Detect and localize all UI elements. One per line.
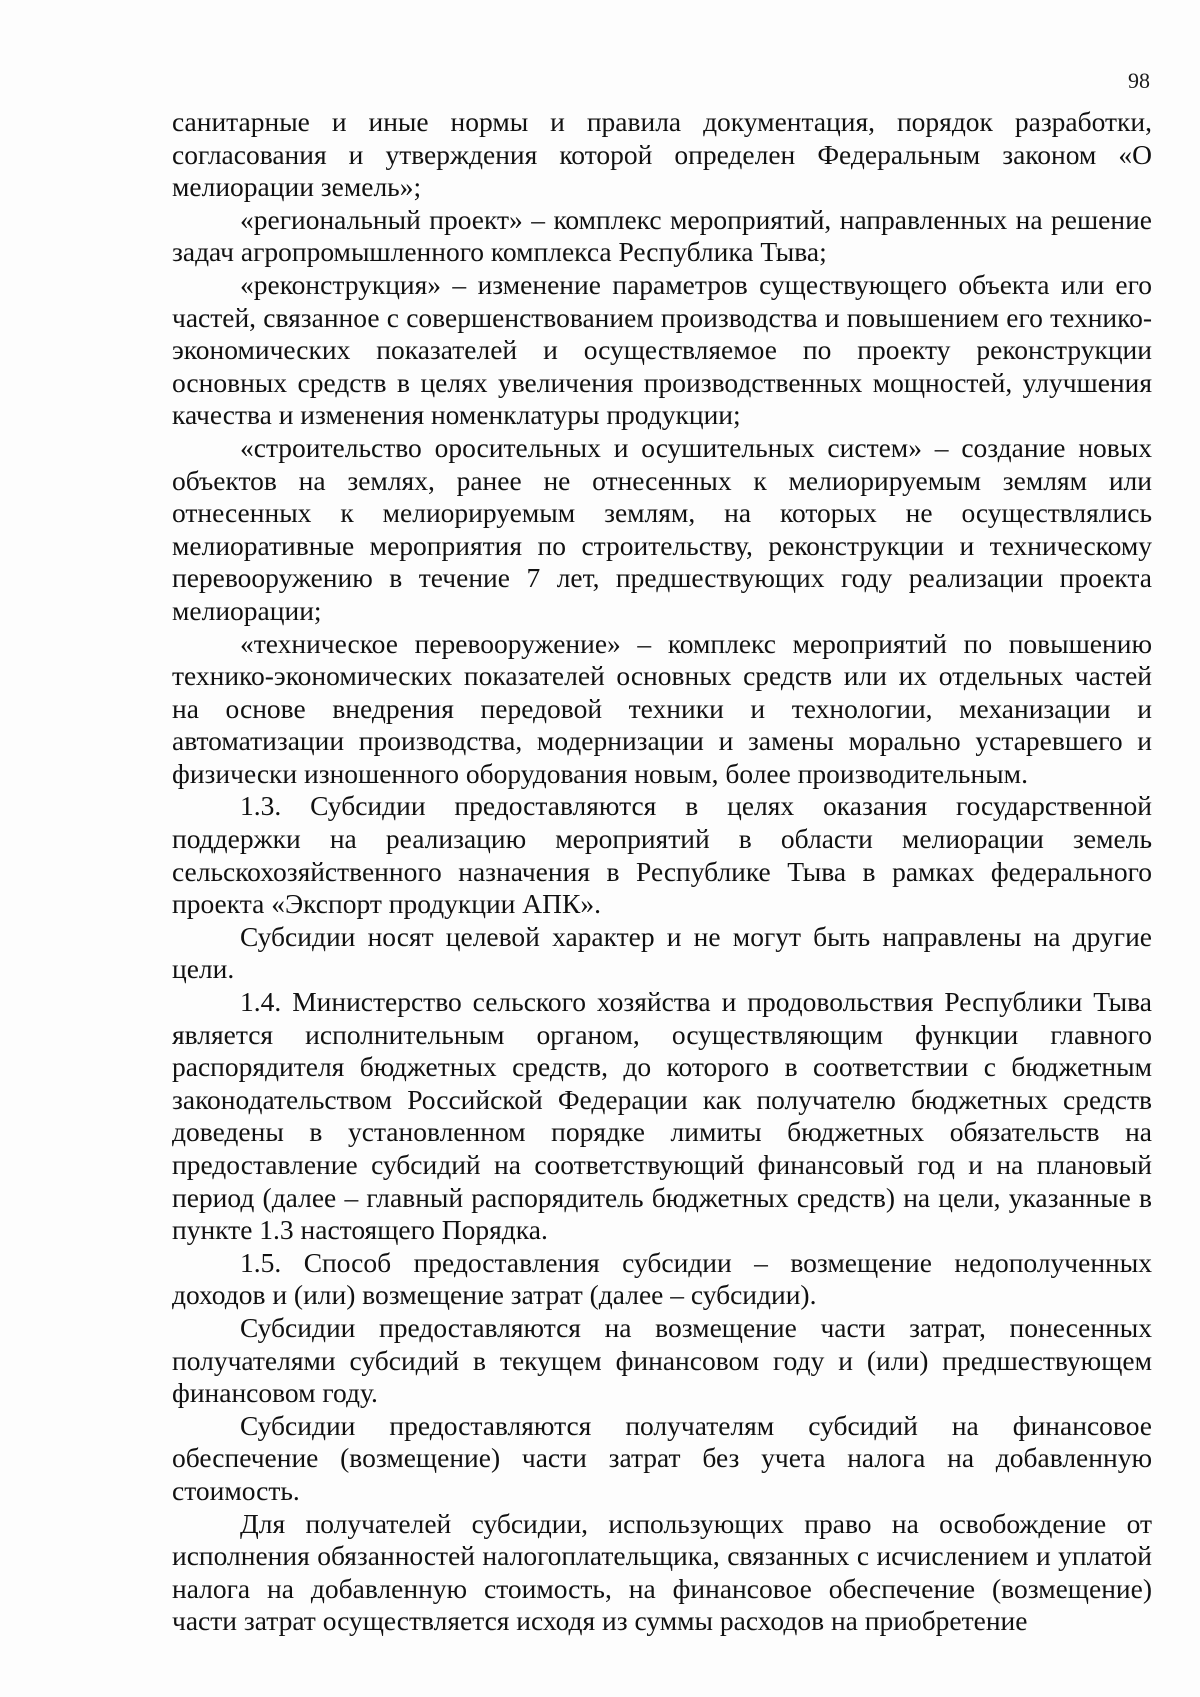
paragraph-9: 1.5. Способ предоставления субсидии – возмещение недополученных доходов и (или) возмещение затрат (далее – субсидии). xyxy=(172,1246,1152,1311)
paragraph-5: «техническое перевооружение» – комплекс мероприятий по повышению технико-экономических показателей основных средств или их отдельных частей на основе внедрения передовой техники и технологии, механизации и автоматизации производства, модернизации и замены морально устаревшего и физически изношенного оборудования новым, более производительным. xyxy=(172,627,1152,789)
paragraph-8: 1.4. Министерство сельского хозяйства и продовольствия Республики Тыва является исполнительным органом, осуществляющим функции главного распорядителя бюджетных средств, до которого в соответствии с бюджетным законодательством Российской Федерации как получателю бюджетных средств доведены в установленном порядке лимиты бюджетных обязательств на предоставление субсидий на соответствующий финансовый год и на плановый период (далее – главный распорядитель бюджетных средств) на цели, указанные в пункте 1.3 настоящего Порядка. xyxy=(172,986,1152,1246)
paragraph-11: Субсидии предоставляются получателям субсидий на финансовое обеспечение (возмещение) части затрат без учета налога на добавленную стоимость. xyxy=(172,1409,1152,1506)
paragraph-10: Субсидии предоставляются на возмещение части затрат, понесенных получателями субсидий в текущем финансовом году и (или) предшествующем финансовом году. xyxy=(172,1311,1152,1409)
paragraph-4: «строительство оросительных и осушительных систем» – создание новых объектов на землях, ранее не отнесенных к мелиорируемым землям или отнесенных к мелиорируемым землям, на которых не осуществлялись мелиоративные мероприятия по строительству, реконструкции и техническому перевооружению в течение 7 лет, предшествующих году реализации проекта мелиорации; xyxy=(172,431,1152,626)
page-number: 98 xyxy=(1128,68,1150,93)
document-body xyxy=(172,106,1152,1638)
paragraph-6: 1.3. Субсидии предоставляются в целях оказания государственной поддержки на реализацию мероприятий в области мелиорации земель сельскохозяйственного назначения в Республике Тыва в рамках федерального проекта «Экспорт продукции АПК». xyxy=(172,790,1152,920)
paragraph-2: «региональный проект» – комплекс мероприятий, направленных на решение задач агропромышленного комплекса Республика Тыва; xyxy=(172,203,1152,268)
paragraph-7: Субсидии носят целевой характер и не могут быть направлены на другие цели. xyxy=(172,920,1152,985)
paragraph-3: «реконструкция» – изменение параметров существующего объекта или его частей, связанное с совершенствованием производства и повышением его технико-экономических показателей и осуществляемое по проекту реконструкции основных средств в целях увеличения производственных мощностей, улучшения качества и изменения номенклатуры продукции; xyxy=(172,268,1152,431)
paragraph-1: санитарные и иные нормы и правила документация, порядок разработки, согласования и утверждения которой определен Федеральным законом «О мелиорации земель»; xyxy=(172,106,1152,203)
paragraph-12: Для получателей субсидии, использующих право на освобождение от исполнения обязанностей налогоплательщика, связанных с исчислением и уплатой налога на добавленную стоимость, на финансовое обеспечение (возмещение) части затрат осуществляется исходя из суммы расходов на приобретение xyxy=(172,1507,1152,1637)
